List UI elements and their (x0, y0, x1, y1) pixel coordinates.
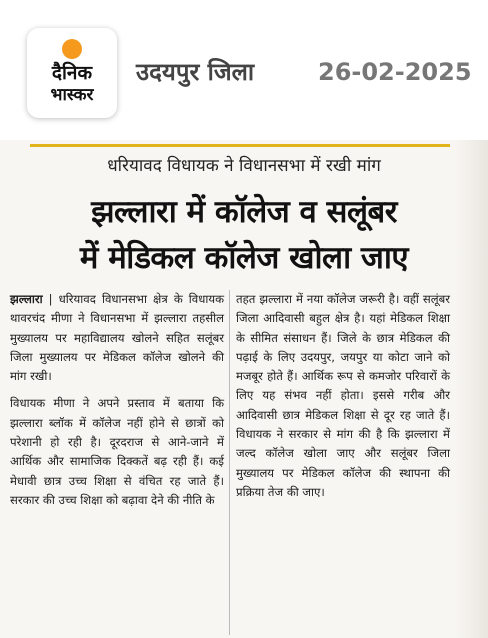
sun-icon (62, 39, 82, 59)
newspaper-clipping (0, 140, 488, 638)
dateline: झल्लारा (10, 292, 43, 306)
paragraph-3: तहत झल्लारा में नया कॉलेज जरूरी है। वहीं सलूंबर जिला आदिवासी बहुल क्षेत्र है। यहां मेडिकल शिक्षा के सीमित संसाधन हैं। जिले के छात्र मेडिकल की पढ़ाई के लिए उदयपुर, जयपुर या कोटा जाने को मजबूर होते हैं। आर्थिक रूप से कमजोर परिवारों के लिए यह संभव नहीं होता। इससे गरीब और आदिवासी छात्र मेडिकल शिक्षा से दूर रह जाते हैं। विधायक ने सरकार से मांग की है कि झल्लारा में जल्द कॉलेज खोला जाए और सलूंबर जिला मुख्यालय पर मेडिकल कॉलेज की स्थापना की प्रक्रिया तेज की जाए। (236, 292, 450, 499)
edition-date: 26-02-2025 (318, 58, 472, 86)
paragraph-2: विधायक मीणा ने अपने प्रस्ताव में बताया कि झल्लारा ब्लॉक में कॉलेज नहीं होने से छात्रों को परेशानी हो रही है। दूरदराज से आने-जाने में आर्थिक और सामाजिक दिक्कतें बढ़ रही हैं। कई मेधावी छात्र उच्च शिक्षा से वंचित रह जाते हैं। सरकार की उच्च शिक्षा को बढ़ावा देने की नीति के (10, 396, 224, 507)
headline-line2: में मेडिकल कॉलेज खोला जाए (79, 240, 409, 276)
district-title: उदयपुर जिला (136, 58, 255, 86)
paragraph-1: झल्लारा | धरियावद विधानसभा क्षेत्र के विधायक थावरचंद मीणा ने विधानसभा में झल्लारा तहसील मुख्यालय पर महाविद्यालय खोलने सहित सलूंबर जिला मुख्यालय पर मेडिकल कॉलेज खोलने की मांग रखी। (10, 292, 225, 384)
paragraph-1-text: धरियावद विधानसभा क्षेत्र के विधायक थावरचंद मीणा ने विधानसभा में झल्लारा तहसील मुख्यालय पर महाविद्यालय खोलने सहित सलूंबर जिला मुख्यालय पर मेडिकल कॉलेज खोलने की मांग रखी। (10, 292, 225, 384)
logo-text-line2: भास्कर (50, 85, 94, 105)
article-column-right (236, 290, 450, 502)
logo-text-line1: दैनिक (51, 62, 93, 84)
headline-line1: झल्लारा में कॉलेज व सलूंबर (91, 194, 397, 230)
article-kicker: धरियावद विधायक ने विधानसभा में रखी मांग (107, 156, 381, 176)
accent-rule (30, 144, 450, 147)
page-edge-shadow (455, 140, 488, 638)
article-column-left (10, 290, 224, 510)
column-divider (229, 290, 230, 635)
dainik-bhaskar-logo[interactable] (27, 28, 117, 118)
header (0, 0, 488, 140)
